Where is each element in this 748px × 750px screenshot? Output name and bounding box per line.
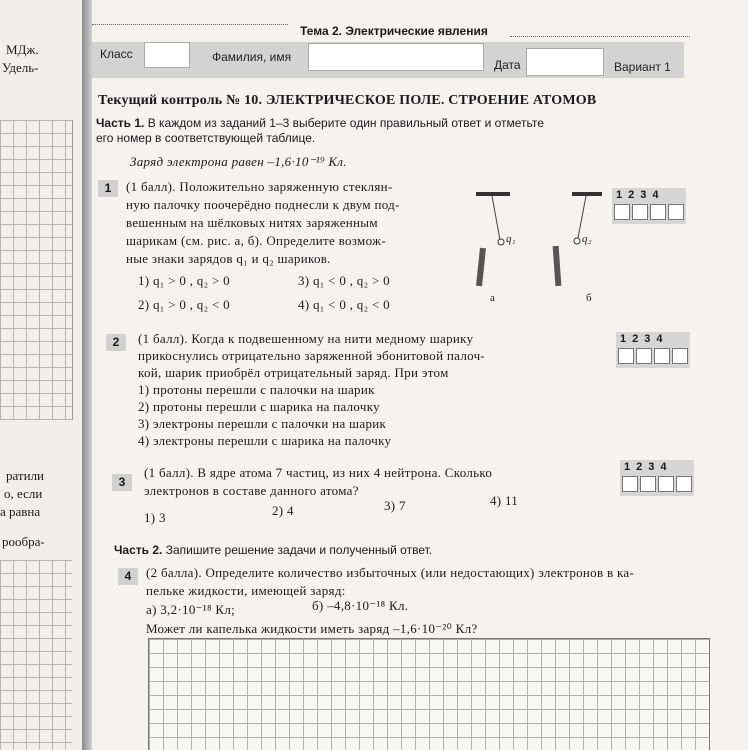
answer-cell[interactable] <box>640 476 656 492</box>
fig-a-support <box>476 192 510 196</box>
q1-answer-table <box>612 188 686 224</box>
answer-cell[interactable] <box>636 348 652 364</box>
part1-instruction-line2: его номер в соответствующей таблице. <box>96 131 316 145</box>
part1-heading: Часть 1. <box>96 116 145 130</box>
q3-answer-table <box>620 460 694 496</box>
name-field[interactable] <box>308 43 484 71</box>
q4-item-a: а) 3,2·10⁻¹⁸ Кл; <box>146 602 236 617</box>
answer-cell[interactable] <box>672 348 688 364</box>
fig-q1-label: q₁ <box>506 233 516 245</box>
answer-numbers: 1234 <box>616 189 665 201</box>
date-label: Дата <box>494 58 521 72</box>
left-page-line: рообра- <box>2 534 45 549</box>
page-title: Текущий контроль № 10. ЭЛЕКТРИЧЕСКОЕ ПОЛЕ. СТРОЕНИЕ АТОМОВ <box>98 93 597 108</box>
answer-numbers: 1234 <box>620 333 669 345</box>
q3-option[interactable]: 2) 4 <box>272 503 294 518</box>
question-number: 3 <box>112 474 132 491</box>
q1-text-line: ные знаки зарядов q₁ и q₂ шариков. <box>126 251 331 266</box>
date-field[interactable] <box>526 48 604 76</box>
q1-text-line: шарикам (см. рис. а, б). Определите возмож- <box>126 233 386 248</box>
q1-option[interactable]: 3) q₁ < 0 , q₂ > 0 <box>298 273 390 288</box>
q4-text-line: пельке жидкости, имеющей заряд: <box>146 583 346 598</box>
name-label: Фамилия, имя <box>212 50 292 64</box>
book-spine <box>82 0 92 750</box>
fig-b-ball <box>574 238 580 244</box>
q3-option[interactable]: 4) 11 <box>490 493 519 508</box>
q1-text-line: ную палочку поочерёдно поднесли к двум под- <box>126 197 400 212</box>
answer-cell[interactable] <box>654 348 670 364</box>
fig-q2-label: q₂ <box>582 233 592 245</box>
class-label: Класс <box>100 47 133 61</box>
fig-a-rod <box>476 248 486 286</box>
q1-option[interactable]: 1) q₁ > 0 , q₂ > 0 <box>138 273 230 288</box>
q3-text-line: электронов в составе данного атома? <box>144 483 359 498</box>
question-number: 1 <box>98 180 118 197</box>
fig-b-support <box>572 192 602 196</box>
q3-option[interactable]: 3) 7 <box>384 498 406 513</box>
part1-instruction <box>96 116 544 130</box>
q2-text-line: кой, шарик приобрёл отрицательный заряд. При этом <box>138 365 449 380</box>
q3-text-line: (1 балл). В ядре атома 7 частиц, из них 4 нейтрона. Сколько <box>144 465 493 480</box>
q1-option[interactable]: 2) q₁ > 0 , q₂ < 0 <box>138 297 230 312</box>
part1-instruction-text: В каждом из заданий 1–3 выберите один правильный ответ и отметьте <box>144 116 544 130</box>
left-page-line: МДж. <box>6 42 39 57</box>
part2-instruction <box>114 543 432 557</box>
q1-text-line: (1 балл). Положительно заряженную стеклян- <box>126 179 393 194</box>
fig-a-ball <box>498 239 504 245</box>
question-number: 2 <box>106 334 126 351</box>
q2-option[interactable]: 1) протоны перешли с палочки на шарик <box>138 382 375 397</box>
q4-item-b: б) –4,8·10⁻¹⁸ Кл. <box>312 598 409 613</box>
question-number: 4 <box>118 568 138 585</box>
q2-option[interactable]: 2) протоны перешли с шарика на палочку <box>138 399 380 414</box>
fig-a-label: а <box>490 292 496 304</box>
left-page-line: о, если <box>4 486 43 501</box>
left-page-line: Удель- <box>2 60 39 75</box>
electron-charge-note: Заряд электрона равен –1,6·10⁻¹⁹ Кл. <box>130 154 347 169</box>
answer-cell[interactable] <box>614 204 630 220</box>
fig-b-thread <box>578 196 586 238</box>
answer-numbers: 1234 <box>624 461 673 473</box>
left-page <box>0 0 82 750</box>
divider <box>92 24 288 25</box>
part2-heading: Часть 2. <box>114 543 163 557</box>
left-page-line: а равна <box>0 504 41 519</box>
fig-b-label: б <box>586 292 592 304</box>
q2-text-line: (1 балл). Когда к подвешенному на нити медному шарику <box>138 331 474 346</box>
fig-a-thread <box>492 196 500 240</box>
answer-cell[interactable] <box>676 476 692 492</box>
q3-option[interactable]: 1) 3 <box>144 510 166 525</box>
worksheet-page <box>92 0 748 750</box>
q1-text-line: вешенным на шёлковых нитях заряженным <box>126 215 378 230</box>
solution-grid[interactable] <box>148 638 710 750</box>
answer-cell[interactable] <box>658 476 674 492</box>
q2-option[interactable]: 4) электроны перешли с шарика на палочку <box>138 433 392 448</box>
topic-header: Тема 2. Электрические явления <box>300 24 488 38</box>
fig-b-rod <box>553 246 562 286</box>
answer-cell[interactable] <box>618 348 634 364</box>
q2-answer-table <box>616 332 690 368</box>
class-field[interactable] <box>144 42 190 68</box>
left-answer-grid <box>0 120 73 420</box>
part2-instruction-text: Запишите решение задачи и полученный ответ. <box>162 543 433 557</box>
q1-option[interactable]: 4) q₁ < 0 , q₂ < 0 <box>298 297 390 312</box>
q4-text-line: Может ли капелька жидкости иметь заряд –1,6·10⁻²⁰ Кл? <box>146 621 478 636</box>
variant-label: Вариант 1 <box>614 60 671 74</box>
answer-cell[interactable] <box>668 204 684 220</box>
left-page-line: ратили <box>6 468 45 483</box>
left-answer-grid <box>0 560 72 750</box>
answer-cell[interactable] <box>650 204 666 220</box>
q2-text-line: прикоснулись отрицательно заряженной эбонитовой палоч- <box>138 348 486 363</box>
divider <box>510 36 690 37</box>
q2-option[interactable]: 3) электроны перешли с палочки на шарик <box>138 416 387 431</box>
answer-cell[interactable] <box>632 204 648 220</box>
answer-cell[interactable] <box>622 476 638 492</box>
q4-text-line: (2 балла). Определите количество избыточных (или недостающих) электронов в ка- <box>146 565 635 580</box>
